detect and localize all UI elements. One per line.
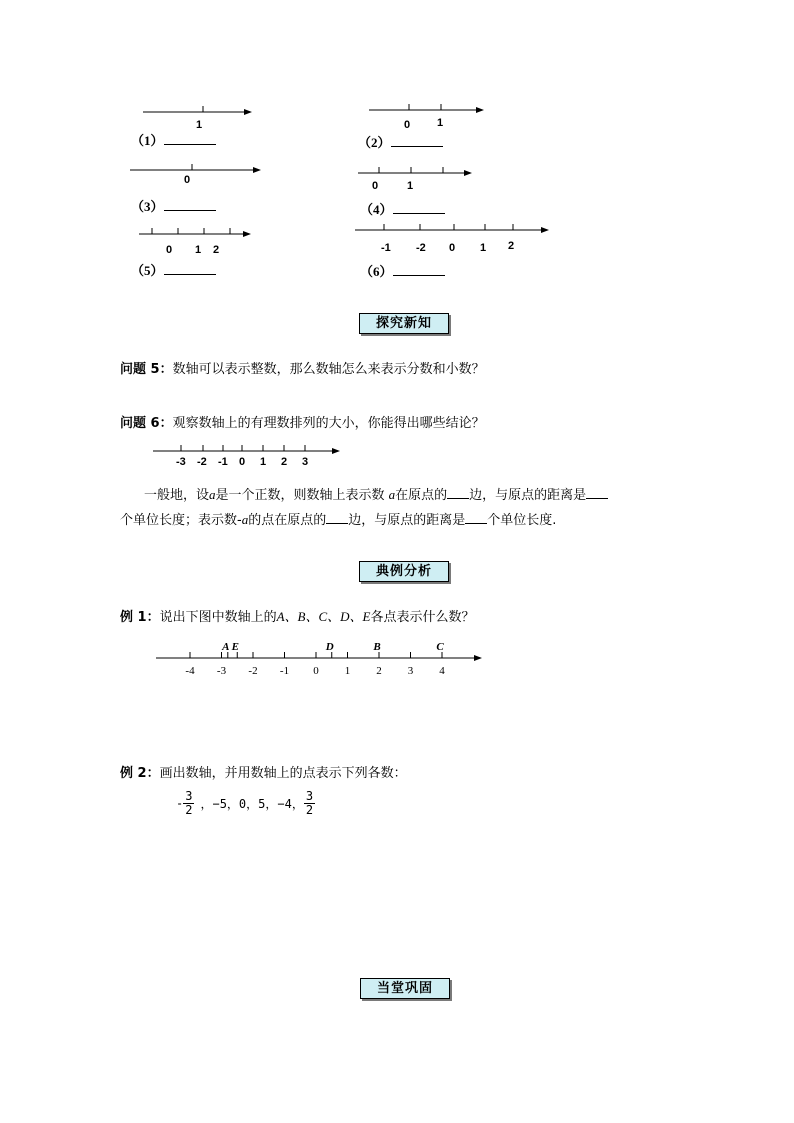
example-1-ticks xyxy=(185,652,445,677)
axis-6-tick-label: -1 xyxy=(381,242,391,254)
axis-6-tick-label: -2 xyxy=(416,242,426,254)
question-5 xyxy=(120,358,485,377)
answer-blank-2[interactable] xyxy=(391,134,443,147)
axis-tick-label: -3 xyxy=(176,456,186,468)
axis-tick-label: 1 xyxy=(260,456,267,468)
axis-3 xyxy=(130,164,261,173)
axis-tick-label: 2 xyxy=(376,665,382,677)
point-letters: A、B、C、D、E xyxy=(276,609,371,624)
axis-tick-label: 3 xyxy=(302,456,309,468)
example-1-number-line xyxy=(150,636,490,684)
axis-6 xyxy=(355,224,549,233)
answer-blank-1[interactable] xyxy=(164,132,216,145)
axis-1-tick-label: 1 xyxy=(196,119,203,131)
exercise-3 xyxy=(131,196,216,215)
exercise-6 xyxy=(360,261,445,280)
axis-tick-label: -2 xyxy=(197,456,207,468)
axis-tick-label: -1 xyxy=(279,665,290,677)
fill-blank[interactable] xyxy=(465,511,487,524)
axis-2-tick-label: 0 xyxy=(404,119,411,131)
exercise-3-label: （3） xyxy=(131,199,164,214)
fill-blank[interactable] xyxy=(447,486,469,499)
axis-4-tick-label: 1 xyxy=(407,180,414,192)
axis-tick-label: -1 xyxy=(218,456,228,468)
axis-4-tick-label: 0 xyxy=(372,180,379,192)
fill-blank[interactable] xyxy=(326,511,348,524)
example-1-label: 例 1： xyxy=(120,610,160,625)
axis-tick-label: 0 xyxy=(239,456,246,468)
variable-a: a xyxy=(388,487,396,502)
exercise-5 xyxy=(131,260,216,279)
example-1 xyxy=(120,606,475,625)
exercise-5-label: （5） xyxy=(131,263,164,278)
axis-tick-label: 1 xyxy=(344,665,351,677)
point-label-C: C xyxy=(436,641,444,653)
text: 是一个正数，则数轴上表示数 xyxy=(215,488,389,503)
question-5-text: 数轴可以表示整数，那么数轴怎么来表示分数和小数？ xyxy=(172,362,485,377)
point-label-B: B xyxy=(373,641,381,653)
fraction-3-over-2 xyxy=(304,790,315,817)
axis-tick-label: 4 xyxy=(439,665,445,677)
example-2-text: 画出数轴，并用数轴上的点表示下列各数： xyxy=(159,766,407,781)
axis-5-tick-label: 1 xyxy=(195,244,202,256)
fraction-3-over-2 xyxy=(183,790,194,817)
section-title-examples: 典例分析 xyxy=(359,561,449,582)
axis-tick-label: -2 xyxy=(248,665,258,677)
exercise-4 xyxy=(360,199,445,218)
axis-5 xyxy=(139,228,251,237)
exercise-2-label: （2） xyxy=(358,135,391,150)
example-2 xyxy=(120,762,407,781)
axis-3-tick-label: 0 xyxy=(184,174,191,186)
exercise-6-label: （6） xyxy=(360,264,393,279)
numerator: 3 xyxy=(305,789,314,803)
axis-tick-label: -4 xyxy=(185,665,195,677)
example-2-numbers xyxy=(176,790,315,817)
exercise-2 xyxy=(358,132,443,151)
axis-2 xyxy=(369,104,484,113)
answer-blank-6[interactable] xyxy=(393,263,445,276)
section-title-practice: 当堂巩固 xyxy=(360,978,450,999)
number-list: ，−5，0，5，−4， xyxy=(200,797,304,811)
axis-6-tick-label: 1 xyxy=(480,242,487,254)
answer-blank-5[interactable] xyxy=(164,262,216,275)
point-label-A: A xyxy=(222,641,230,653)
exercise-1-label: （1） xyxy=(131,133,164,148)
example-2-label: 例 2： xyxy=(120,766,160,781)
section-title-explore: 探究新知 xyxy=(359,313,449,334)
text: 边，与原点的距离是 xyxy=(348,513,466,528)
answer-blank-3[interactable] xyxy=(164,198,216,211)
axis-6-tick-label: 2 xyxy=(508,240,515,252)
fill-blank[interactable] xyxy=(586,486,608,499)
question-5-label: 问题 5： xyxy=(120,362,173,377)
axis-1 xyxy=(143,106,252,115)
text: 一般地，设 xyxy=(144,488,210,503)
point-label-D: D xyxy=(325,641,334,653)
numerator: 3 xyxy=(185,789,193,803)
axis-6-tick-label: 0 xyxy=(449,242,456,254)
answer-blank-4[interactable] xyxy=(393,201,445,214)
axis-5-tick-label: 2 xyxy=(213,244,220,256)
minus-sign: - xyxy=(176,796,184,811)
question-6-label: 问题 6： xyxy=(120,416,173,431)
axis-4 xyxy=(358,167,472,176)
axis-tick-label: 0 xyxy=(313,665,319,677)
exercise-4-label: （4） xyxy=(360,202,393,217)
general-statement-line-2 xyxy=(120,509,680,528)
axis-tick-label: -3 xyxy=(216,665,227,677)
text: 边，与原点的距离是 xyxy=(469,488,587,503)
text: 个单位长度. xyxy=(487,513,557,528)
text: 个单位长度；表示数- xyxy=(120,513,242,528)
text: 各点表示什么数？ xyxy=(370,610,475,625)
denominator: 2 xyxy=(305,803,314,817)
question-6 xyxy=(120,412,485,431)
denominator: 2 xyxy=(185,803,193,817)
exercise-1 xyxy=(131,130,216,149)
axis-5-tick-label: 0 xyxy=(166,244,173,256)
text: 说出下图中数轴上的 xyxy=(159,610,277,625)
axis-tick-label: 3 xyxy=(407,665,414,677)
text: 在原点的 xyxy=(395,488,448,503)
axis-tick-label: 2 xyxy=(281,456,288,468)
axis-2-tick-label: 1 xyxy=(437,117,444,129)
variable-a: a xyxy=(209,487,216,502)
variable-a: a xyxy=(241,512,249,527)
question-6-text: 观察数轴上的有理数排列的大小，你能得出哪些结论？ xyxy=(172,416,485,431)
general-statement-line-1 xyxy=(144,484,684,503)
text: 的点在原点的 xyxy=(248,513,327,528)
point-label-E: E xyxy=(231,641,239,653)
